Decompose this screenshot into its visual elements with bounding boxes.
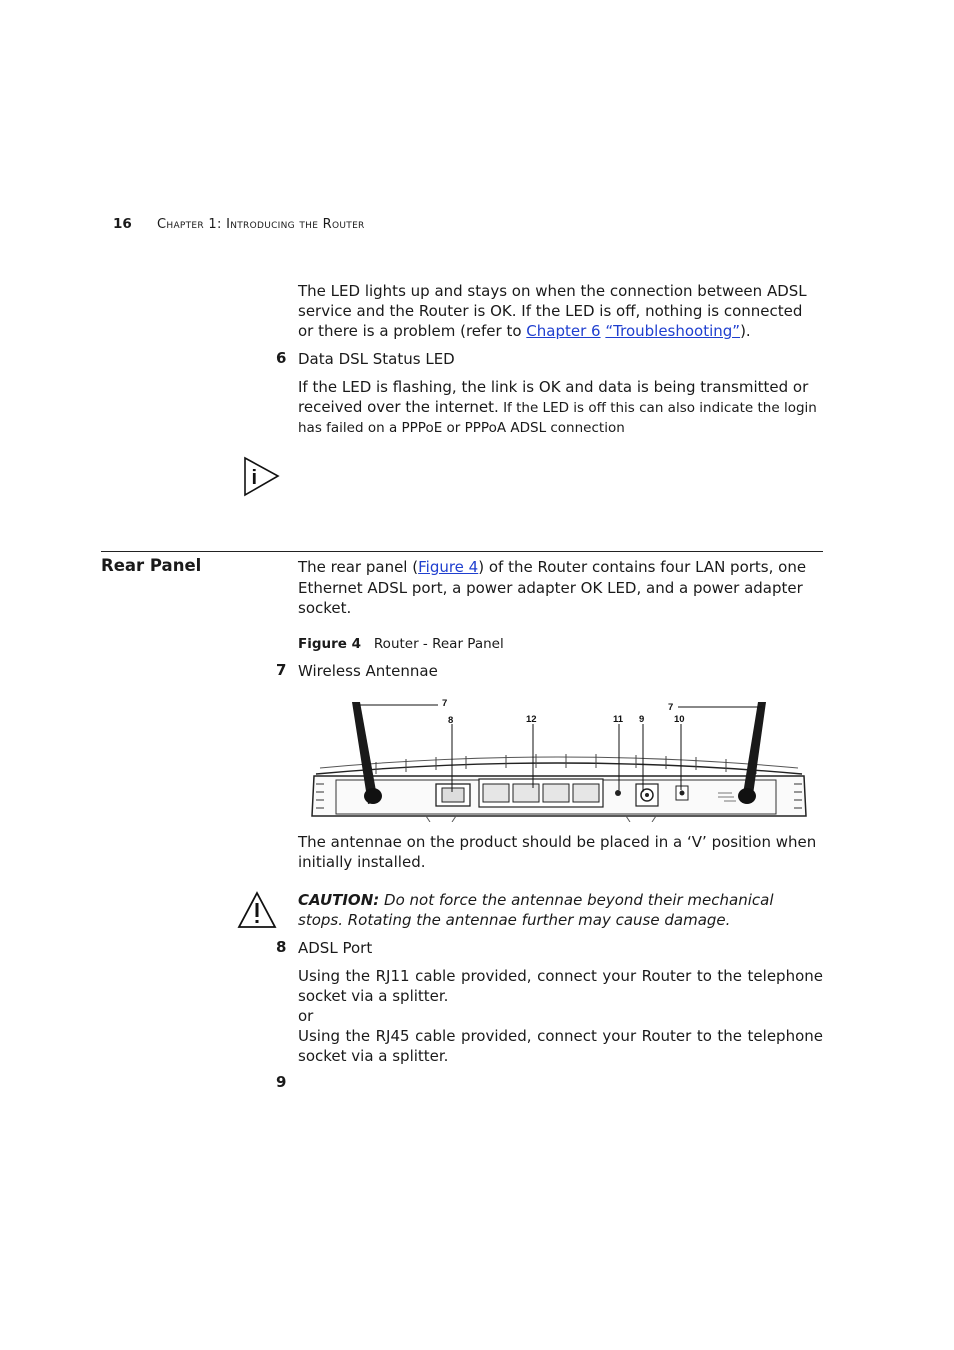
figure-4-link[interactable]: Figure 4 (418, 558, 479, 576)
item-8-title: ADSL Port (298, 939, 373, 957)
chapter-6-link[interactable]: Chapter 6 (526, 322, 601, 340)
callout-power: 9 (639, 714, 645, 725)
callout-antenna-left: 7 (442, 698, 448, 709)
item-8-description-1: Using the RJ11 cable provided, connect your Router to the telephone socket via a splitter. (298, 967, 823, 1005)
figure-caption (298, 636, 504, 652)
item-6-title: Data DSL Status LED (298, 350, 455, 368)
rear-panel-text: The rear panel ( (298, 558, 419, 576)
rear-panel-heading: Rear Panel (101, 556, 202, 575)
item-8-or: or (298, 1007, 314, 1025)
item-9-number: 9 (276, 1073, 287, 1091)
caution-icon (237, 891, 277, 933)
item-8-description-2: Using the RJ45 cable provided, connect your Router to the telephone socket via a splitter. (298, 1027, 823, 1065)
page-number: 16 (113, 216, 132, 232)
caution-text (298, 890, 823, 930)
item-6-desc-line: received over the internet. (298, 398, 499, 416)
item-7-number: 7 (276, 661, 287, 679)
item-6-desc-line: If the LED is flashing, the link is OK and data is being transmitted or (298, 378, 809, 396)
item-7-description: The antennae on the product should be placed in a ‘V’ position when initially installed. (298, 833, 817, 871)
caution-label: CAUTION: (298, 891, 380, 909)
callout-adsl: 8 (448, 715, 454, 726)
chapter-label: Chapter 1: Introducing the Router (157, 217, 365, 232)
rear-panel-text-end: ) of the Router contains four LAN ports, one Ethernet ADSL port, a power adapter OK LED, and a power adapter socket. (298, 558, 807, 617)
item-6-number: 6 (276, 349, 287, 367)
item-6-desc-line: has failed on a PPPoE or PPPoA ADSL connection (298, 420, 625, 436)
item-6-desc-line: If the LED is off this can also indicate the login (498, 400, 817, 416)
item-7-title: Wireless Antennae (298, 662, 438, 680)
router-rear-panel-figure (306, 696, 810, 826)
intro-text: The LED lights up and stays on when the connection between ADSL service and the Router is OK. If the LED is off, nothing is connected or there is a problem (refer to (298, 282, 807, 340)
callout-lan: 12 (526, 714, 537, 725)
figure-label: Figure 4 (298, 636, 362, 652)
section-divider (101, 551, 823, 552)
intro-paragraph (298, 281, 818, 341)
troubleshooting-link[interactable]: “Troubleshooting” (605, 322, 741, 340)
svg-text:i: i (251, 467, 258, 489)
caution-message: Do not force the antennae beyond their mechanical stops. Rotating the antennae further may cause damage. (298, 891, 774, 929)
figure-title: Router - Rear Panel (373, 636, 504, 652)
callout-reset: 11 (613, 714, 624, 725)
callout-ok: 10 (674, 714, 685, 725)
info-icon (243, 456, 281, 502)
item-6-description (298, 377, 828, 438)
intro-text-end: ). (740, 322, 751, 340)
item-8-number: 8 (276, 938, 287, 956)
callout-antenna-right: 7 (668, 702, 674, 713)
rear-panel-paragraph (298, 557, 818, 619)
